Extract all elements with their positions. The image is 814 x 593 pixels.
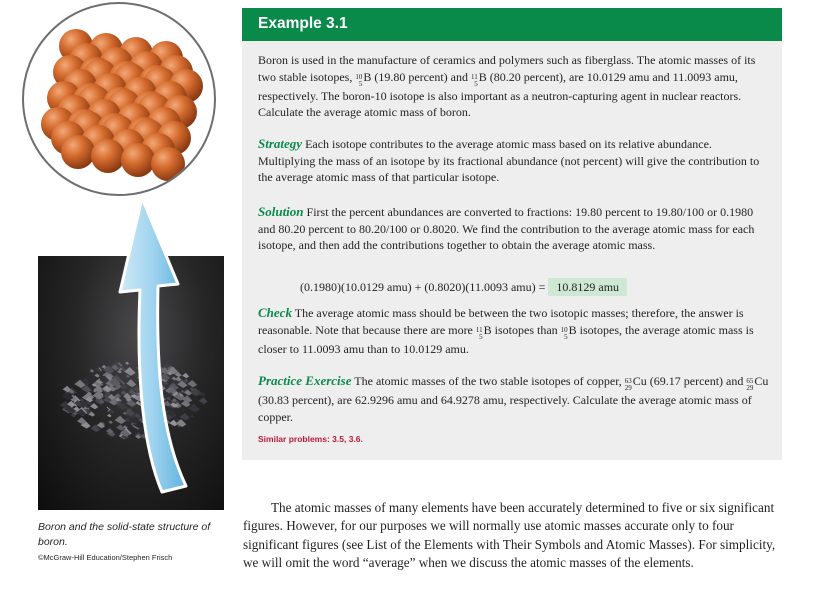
boron-lattice-illustration xyxy=(22,2,216,196)
solution-heading: Solution xyxy=(258,204,304,219)
boron-atom xyxy=(91,139,125,173)
arrow-icon xyxy=(100,180,220,510)
boron-atom-lattice xyxy=(24,4,216,196)
isotope-b10: 10 5 B xyxy=(355,69,372,88)
problem-statement: Boron is used in the manufacture of ceramics and polymers such as fiberglass. The atomic masses of its two stable isotopes, 10 5 B (19.80 percent) and 11 5 B (80.20 percent), are 10.0129 amu and 11.0093 amu, respectively. The boron-10 isotope is also important as a neutron-capturing agent in nuclear reactors. Calculate the average atomic mass of boron. xyxy=(258,53,756,120)
example-header xyxy=(242,8,782,41)
similar-problems: Similar problems: 3.5, 3.6. xyxy=(258,434,363,444)
strategy-heading: Strategy xyxy=(258,136,303,151)
solution-answer: 10.8129 amu xyxy=(548,278,627,296)
isotope-b11-check: 11 5 B xyxy=(475,322,492,341)
example-title: Example 3.1 xyxy=(258,15,348,32)
body-paragraph: The atomic masses of many elements have been accurately determined to five or six significant figures. However, for our purposes we will normally use atomic masses accurate only to four significant figures (see List of the Elements with Their Symbols and Atomic Masses). For simplicity, we will omit the word “average” when we discuss the atomic masses of the elements. xyxy=(243,500,776,571)
practice-heading: Practice Exercise xyxy=(258,373,352,388)
isotope-b11: 11 5 B xyxy=(470,69,487,88)
isotope-cu63: 63 29 Cu xyxy=(624,374,647,392)
strategy-paragraph: Strategy Each isotope contributes to the average atomic mass based on its relative abundance. Multiplying the mass of an isotope by its fractional abundance (not percent) will give the contribution to the average atomic mass of that particular isotope. xyxy=(258,136,760,185)
solution-equation: (0.1980)(10.0129 amu) + (0.8020)(11.0093 amu) = 10.8129 amu xyxy=(300,280,627,295)
example-box xyxy=(242,8,782,460)
check-paragraph: Check The average atomic mass should be between the two isotopic masses; therefore, the answer is reasonable. Note that because there are more 11 5 B isotopes than 10 5 B isotopes, the average atomic mass is closer to 11.0093 amu than to 10.0129 amu. xyxy=(258,305,754,356)
boron-chunk xyxy=(94,373,100,377)
isotope-cu65: 65 29 Cu xyxy=(746,374,769,392)
boron-atom xyxy=(61,135,95,169)
boron-atom xyxy=(121,143,155,177)
check-heading: Check xyxy=(258,305,292,320)
boron-chunk xyxy=(90,369,95,373)
figure-caption: Boron and the solid-state structure of boron. xyxy=(38,521,211,548)
figure-credit: ©McGraw-Hill Education/Stephen Frisch xyxy=(38,553,173,562)
isotope-b10-check: 10 5 B xyxy=(560,322,577,341)
solution-paragraph: Solution First the percent abundances are converted to fractions: 19.80 percent to 19.80/100 or 0.1980 and 80.20 percent to 80.20/100 or 0.8020. We find the contribution to the average atomic mass for each isotope, and then add the contributions together to obtain the average atomic mass. xyxy=(258,204,755,253)
practice-paragraph: Practice Exercise The atomic masses of the two stable isotopes of copper, 63 29 Cu (69.17 percent) and 65 29 Cu (30.83 percent), are 62.9296 amu and 64.9278 amu, respectively. Calculate the average atomic mass of copper. xyxy=(258,373,769,424)
boron-atom xyxy=(151,147,185,181)
